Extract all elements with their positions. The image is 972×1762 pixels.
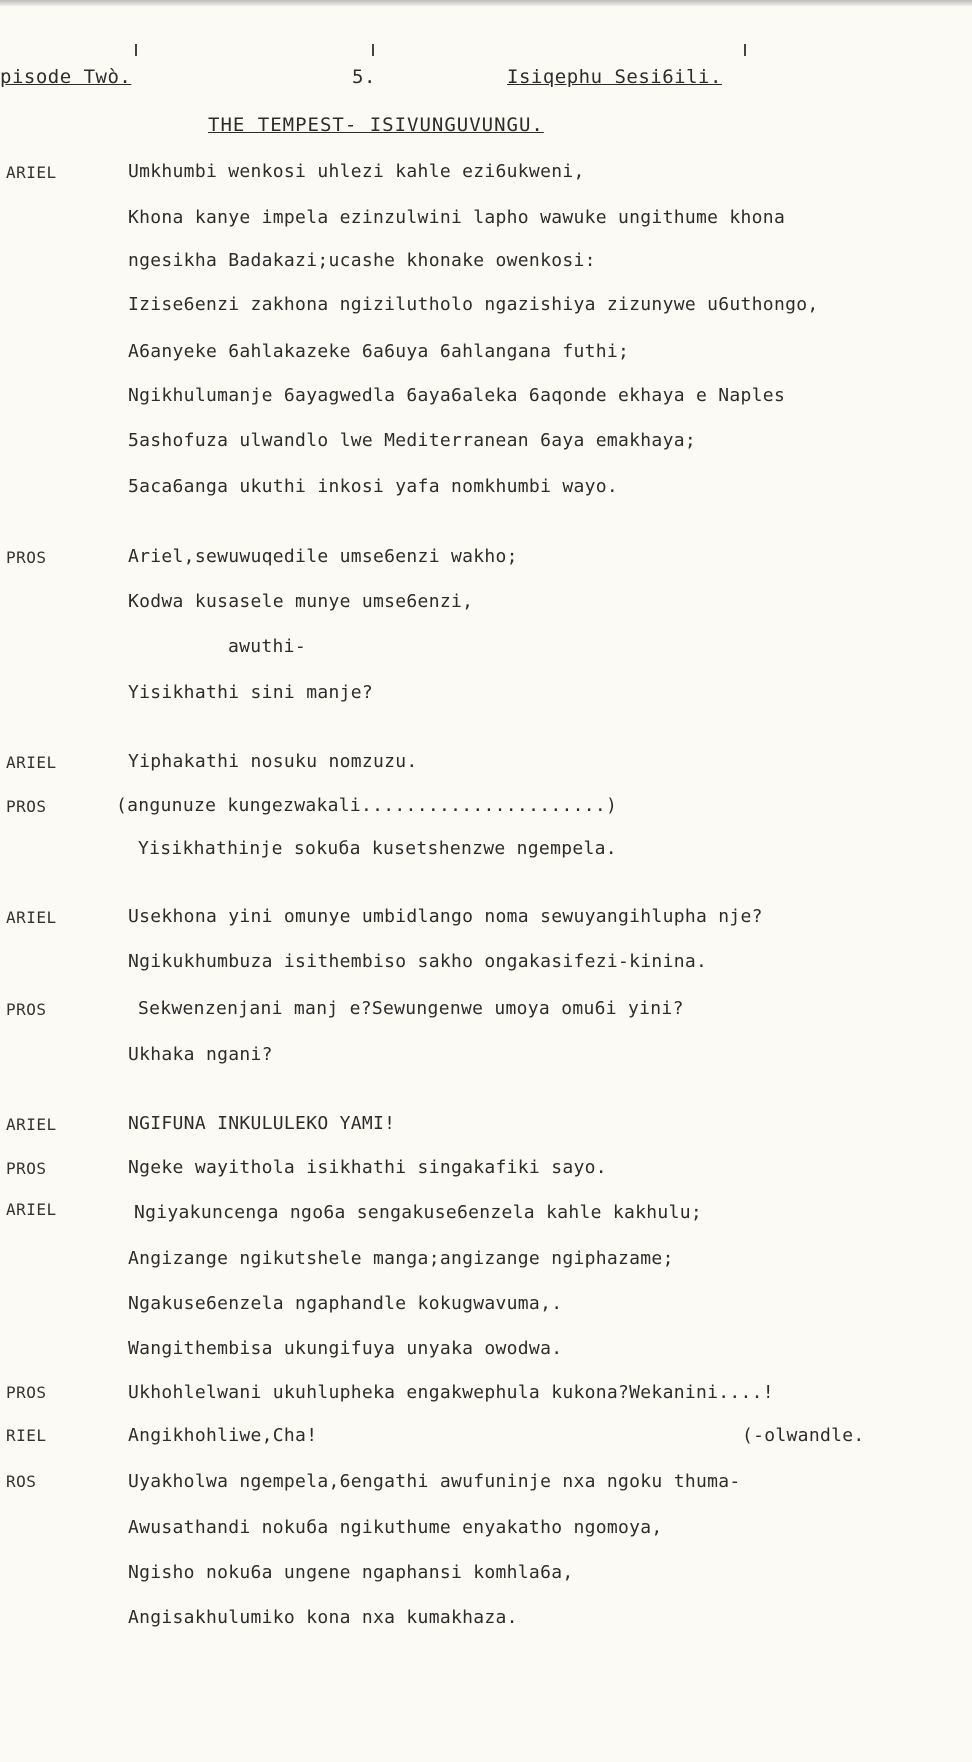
dialogue-line: Awusathandi nokuба ngikuthume enyakatho ngomoya,: [128, 1517, 663, 1538]
speaker-pros: PROS: [6, 548, 47, 567]
dialogue-line: Yisikhathinje sokuба kusetshenzwe ngempela.: [138, 838, 617, 859]
dialogue-line: Usekhona yini omunye umbidlango noma sewuyangihlupha nje?: [128, 906, 763, 927]
speaker-ariel: ARIEL: [6, 163, 57, 182]
dialogue-line: Yiphakathi nosuku nomzuzu.: [128, 751, 418, 772]
tab-stop-mark: [372, 44, 374, 56]
speaker-ariel: ARIEL: [6, 908, 57, 927]
stage-direction: (-olwandle.: [742, 1425, 865, 1446]
dialogue-line: Angisakhulumiko kona nxa kumakhaza.: [128, 1607, 518, 1628]
dialogue-line: Uyakholwa ngempela,6engathi awufuninje nxa ngoku thuma-: [128, 1471, 741, 1492]
dialogue-line: Khona kanye impela ezinzulwini lapho wawuke ungithume khona: [128, 207, 786, 228]
dialogue-line: Angizange ngikutshele manga;angizange ngiphazame;: [128, 1248, 674, 1269]
speaker-ariel: ARIEL: [6, 1115, 57, 1134]
dialogue-line: Yisikhathi sini manje?: [128, 682, 374, 703]
dialogue-line: Sekwenzenjani manj e?Sewungenwe umoya omu6i yini?: [138, 998, 684, 1019]
dialogue-line: 5ashofuza ulwandlo lwe Mediterranean 6aya emakhaya;: [128, 430, 696, 451]
dialogue-line: 5aca6anga ukuthi inkosi yafa nomkhumbi wayo.: [128, 476, 619, 497]
dialogue-line: ngesikha Badakazi;ucashe khonake owenkosi:: [128, 250, 596, 271]
tab-stop-mark: [135, 44, 137, 56]
dialogue-line: awuthi-: [228, 636, 306, 657]
speaker-pros: PROS: [6, 1000, 47, 1019]
dialogue-line: Wangithembisa ukungifuya unyaka owodwa.: [128, 1338, 563, 1359]
dialogue-line: A6anyeke 6ahlakazeke 6a6uya 6ahlangana futhi;: [128, 341, 630, 362]
dialogue-line: Ukhohlelwani ukuhlupheka engakwephula kukona?Wekanini....!: [128, 1382, 774, 1403]
dialogue-line: Ngiyakuncenga ngo6a sengakuse6enzela kahle kakhulu;: [134, 1202, 702, 1223]
dialogue-line: Ngikhulumanje 6ayagwedla 6aya6aleka 6aqonde ekhaya e Naples: [128, 385, 786, 406]
speaker-ariel: ARIEL: [6, 1200, 57, 1219]
play-title: THE TEMPEST- ISIVUNGUVUNGU.: [208, 114, 544, 136]
speaker-pros: ROS: [6, 1472, 37, 1491]
dialogue-line: Angikhohliwe,Cha!: [128, 1425, 318, 1446]
speaker-pros: PROS: [6, 1383, 47, 1402]
dialogue-line: Ngeke wayithola isikhathi singakafiki sayo.: [128, 1157, 607, 1178]
speaker-ariel: RIEL: [6, 1426, 47, 1445]
episode-label: pisode Twò.: [0, 66, 132, 88]
dialogue-line: Ngisho noku6a ungene ngaphansi komhla6a,: [128, 1562, 574, 1583]
tab-stop-mark: [744, 44, 746, 56]
stage-direction: (angunuze kungezwakali......................): [116, 795, 618, 816]
dialogue-line: Izise6enzi zakhona ngizilutholo ngazishiya zizunywe u6uthongo,: [128, 294, 819, 315]
section-label: Isiqephu Sesi6ili.: [507, 66, 722, 88]
dialogue-line: NGIFUNA INKULULEKO YAMI!: [128, 1113, 396, 1134]
dialogue-line: Ariel,sewuwuqedile umse6enzi wakho;: [128, 546, 518, 567]
dialogue-line: Umkhumbi wenkosi uhlezi kahle ezi6ukweni,: [128, 161, 585, 182]
speaker-pros: PROS: [6, 1159, 47, 1178]
page-number: 5.: [352, 66, 376, 88]
dialogue-line: Ukhaka ngani?: [128, 1044, 273, 1065]
speaker-pros: PROS: [6, 797, 47, 816]
top-edge-shadow: [0, 0, 972, 6]
dialogue-line: Ngakuse6enzela ngaphandle kokugwavuma,.: [128, 1293, 563, 1314]
speaker-ariel: ARIEL: [6, 753, 57, 772]
dialogue-line: Ngikukhumbuza isithembiso sakho ongakasifezi-kinina.: [128, 951, 708, 972]
dialogue-line: Kodwa kusasele munye umse6enzi,: [128, 591, 474, 612]
